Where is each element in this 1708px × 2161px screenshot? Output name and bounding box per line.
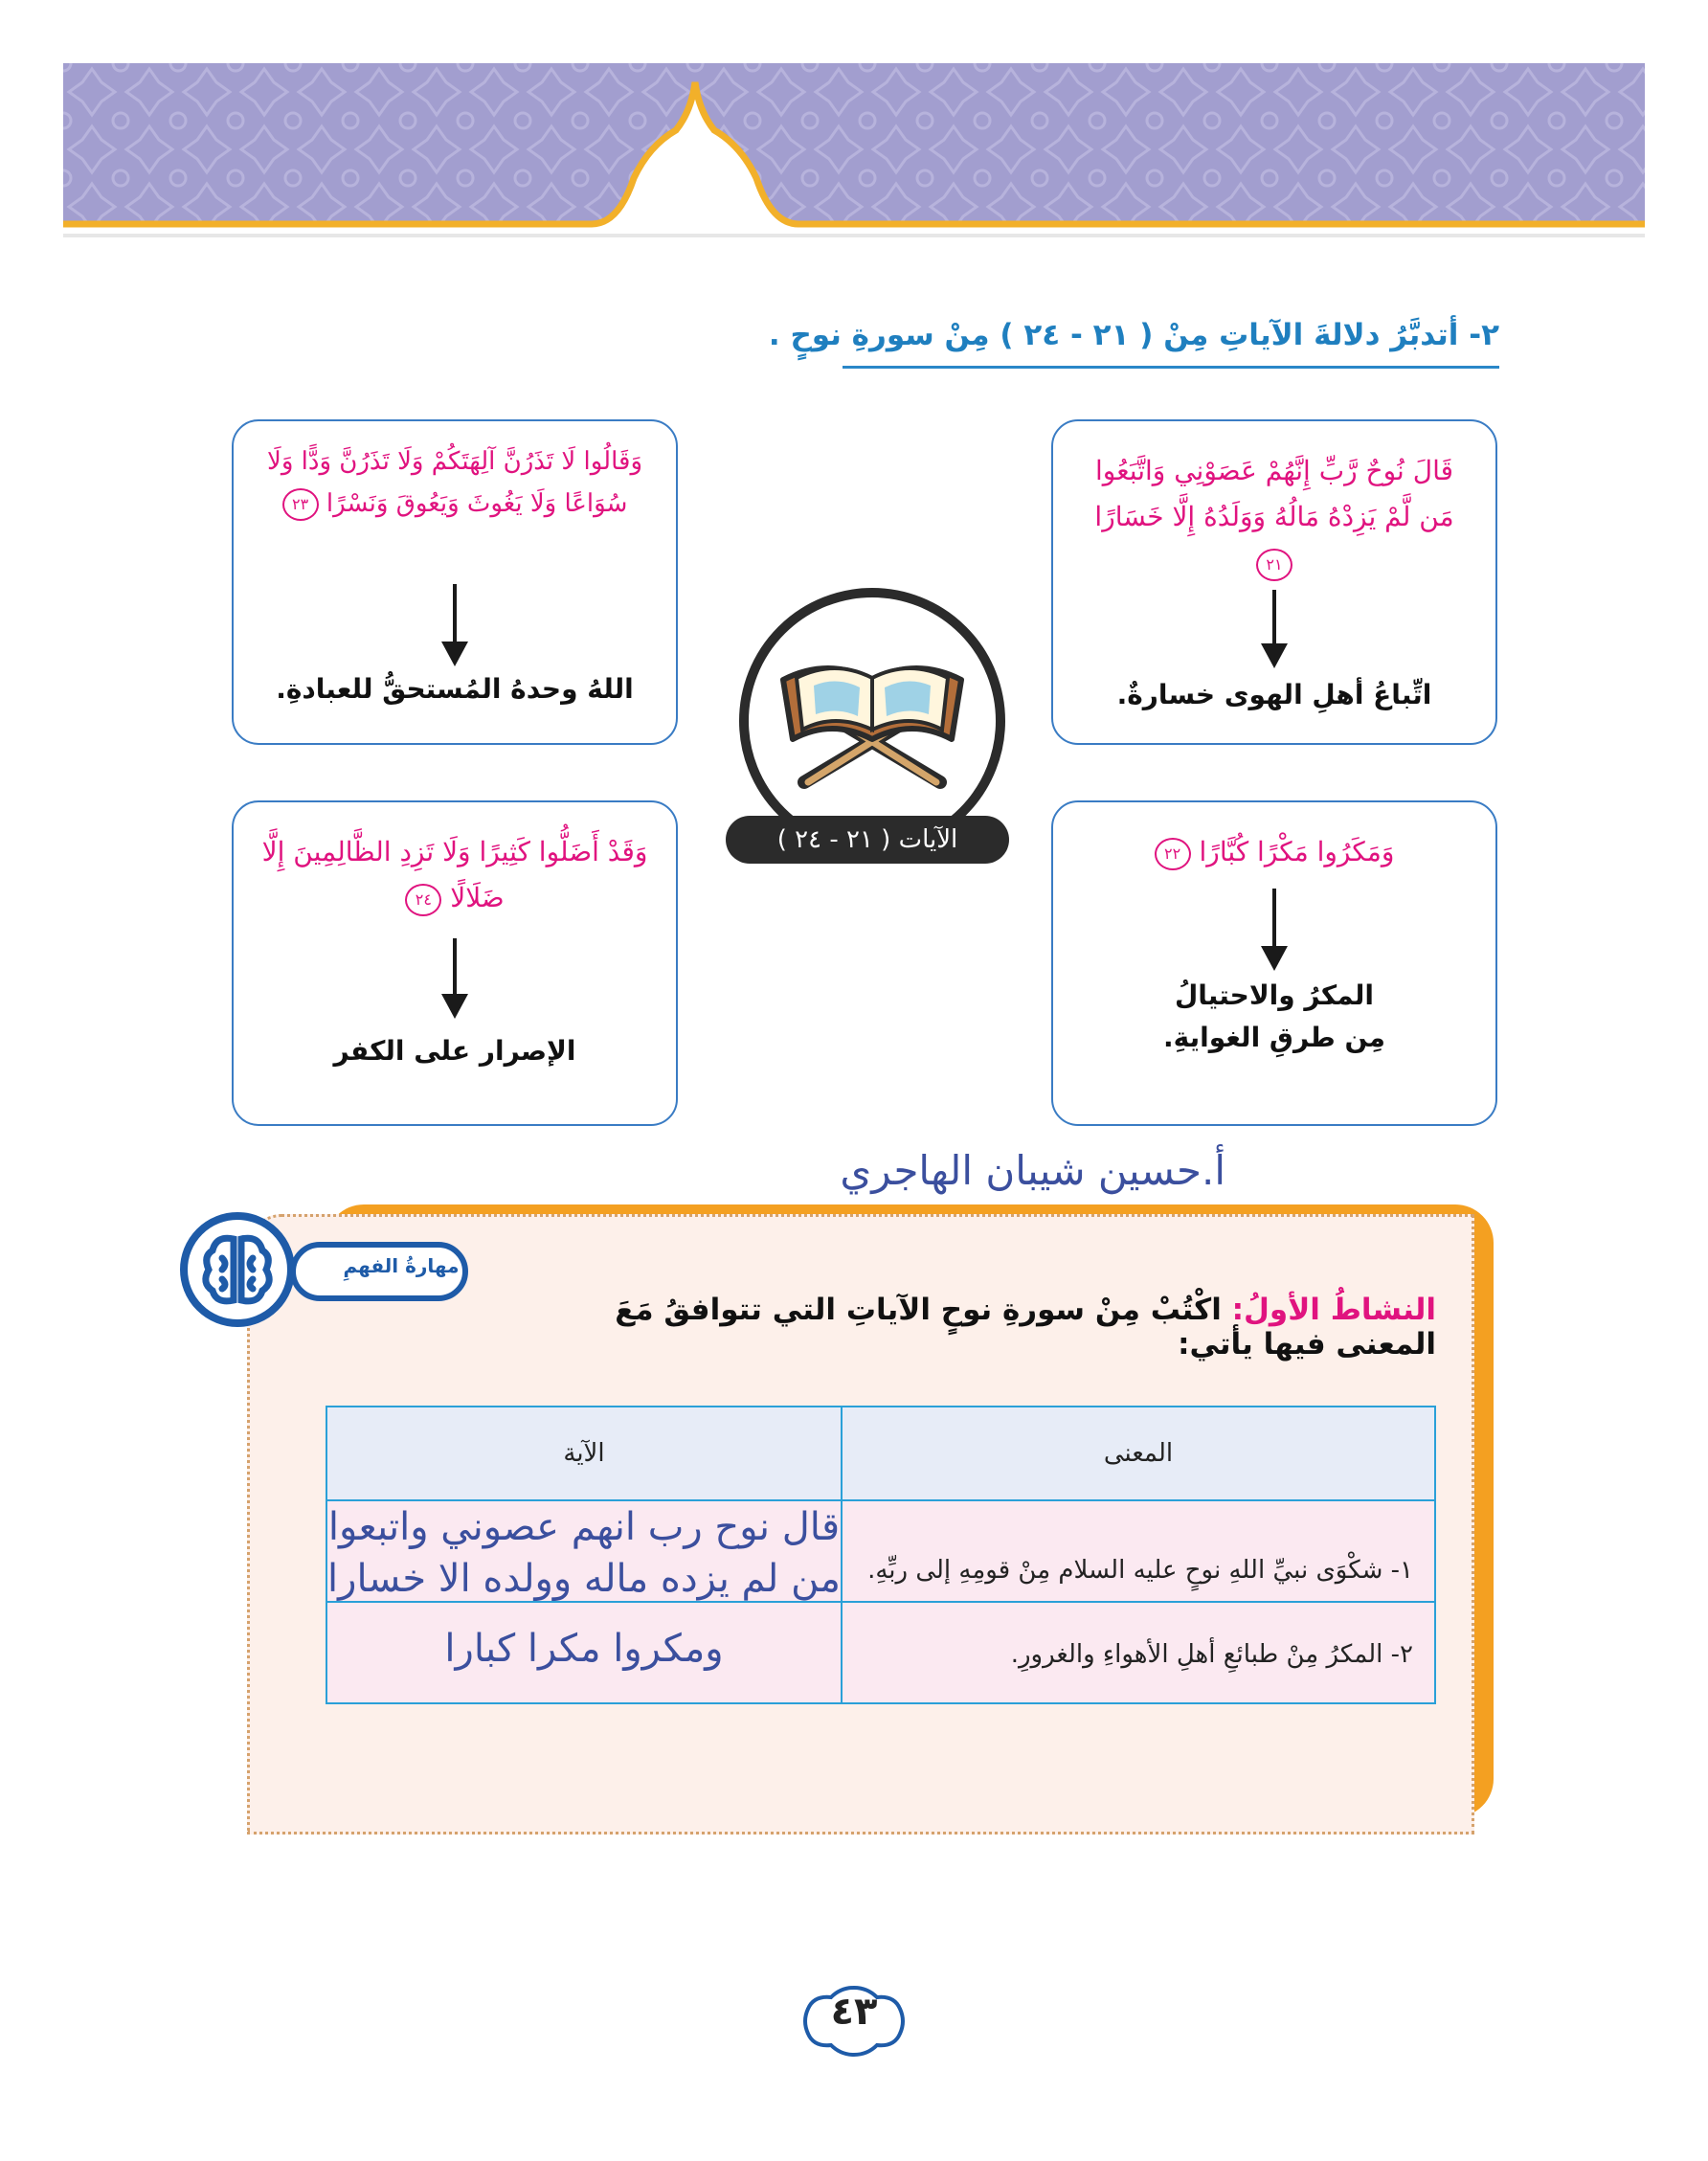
table-row-answer — [326, 1601, 843, 1704]
ayah-number-badge: ٢٢ — [1155, 838, 1191, 870]
down-arrow-icon — [453, 938, 457, 998]
ayah-number-badge: ٢٤ — [405, 884, 441, 916]
table-header-meaning: المعنى — [841, 1406, 1436, 1501]
answer-line: من لم يزده ماله وولده الا خسارا — [327, 1557, 841, 1601]
author-name: أ.حسين شيبان الهاجري — [840, 1147, 1225, 1194]
down-arrow-head — [441, 642, 468, 666]
verse-meaning: اللهُ وحدهُ المُستحقُّ للعبادةِ. — [276, 673, 634, 705]
skill-label: مهارةُ الفهمِ — [343, 1254, 460, 1277]
ayah-number-badge: ٢١ — [1256, 549, 1292, 581]
table-header-verse: الآية — [326, 1406, 843, 1501]
verse-card-22 — [1051, 800, 1497, 1126]
down-arrow-icon — [1272, 889, 1276, 950]
verse-text: وَقَدْ أَضَلُّوا كَثِيرًا وَلَا تَزِدِ الظَّالِمِينَ إِلَّا ضَلَالًا ٢٤ — [258, 829, 651, 921]
table-row-answer — [326, 1499, 843, 1603]
header-banner — [63, 63, 1645, 245]
down-arrow-head — [1261, 643, 1288, 668]
activity-title-lead: النشاطُ الأولُ: — [1231, 1293, 1436, 1327]
table-row-meaning: ١- شكْوَى نبيِّ اللهِ نوحٍ عليه السلام مِنْ قومِهِ إلى ربِّهِ. — [841, 1499, 1436, 1603]
title-underline — [843, 366, 1499, 369]
page-number: ٤٣ — [830, 1990, 878, 2034]
ayah-number-badge: ٢٣ — [282, 488, 319, 521]
answer-line: ومكروا مكرا كبارا — [444, 1627, 724, 1671]
activity-title — [574, 1293, 1436, 1362]
down-arrow-icon — [453, 584, 457, 645]
verse-meaning: الإصرار على الكفر — [333, 1035, 576, 1067]
verse-text: قَالَ نُوحٌ رَّبِّ إِنَّهُمْ عَصَوْنِي وَاتَّبَعُوا مَن لَّمْ يَزِدْهُ مَالُهُ وَوَلَدُهُ إِلَّا خَسَارًا ٢١ — [1078, 448, 1471, 586]
down-arrow-icon — [1272, 590, 1276, 647]
down-arrow-head — [1261, 946, 1288, 971]
verse-card-21 — [1051, 419, 1497, 745]
answer-line: قال نوح رب انهم عصوني واتبعوا — [327, 1505, 841, 1549]
verse-meaning: المكرُ والاحتيالُ مِن طرقِ الغوايةِ. — [1162, 979, 1386, 1053]
activity-table — [326, 1406, 1436, 1704]
down-arrow-head — [441, 994, 468, 1019]
verse-text: وَمَكَرُوا مَكْرًا كُبَّارًا ٢٢ — [1078, 829, 1471, 875]
verse-card-23 — [232, 419, 678, 745]
table-row-meaning: ٢- المكرُ مِنْ طبائعِ أهلِ الأهواءِ والغرورِ. — [841, 1601, 1436, 1704]
activity-title-text: اكْتُبْ مِنْ سورةِ نوحٍ الآياتِ التي تتوافقُ مَعَ المعنى فيها يأتي: — [615, 1293, 1436, 1362]
section-title: ٢- أتدبَّرُ دلالةَ الآياتِ مِنْ ( ٢١ - ٢٤ ) مِنْ سورةِ نوحٍ . — [768, 318, 1499, 352]
verses-range-label: الآيات ( ٢١ - ٢٤ ) — [726, 816, 1009, 864]
verse-card-24 — [232, 800, 678, 1126]
verse-meaning: اتِّباعُ أهلِ الهوى خسارةٌ. — [1116, 679, 1432, 710]
verse-text: وَقَالُوا لَا تَذَرُنَّ آلِهَتَكُمْ وَلَا تَذَرُنَّ وَدًّا وَلَا سُوَاعًا وَلَا يَغُوثَ وَيَعُوقَ وَنَسْرًا ٢٣ — [258, 440, 651, 525]
